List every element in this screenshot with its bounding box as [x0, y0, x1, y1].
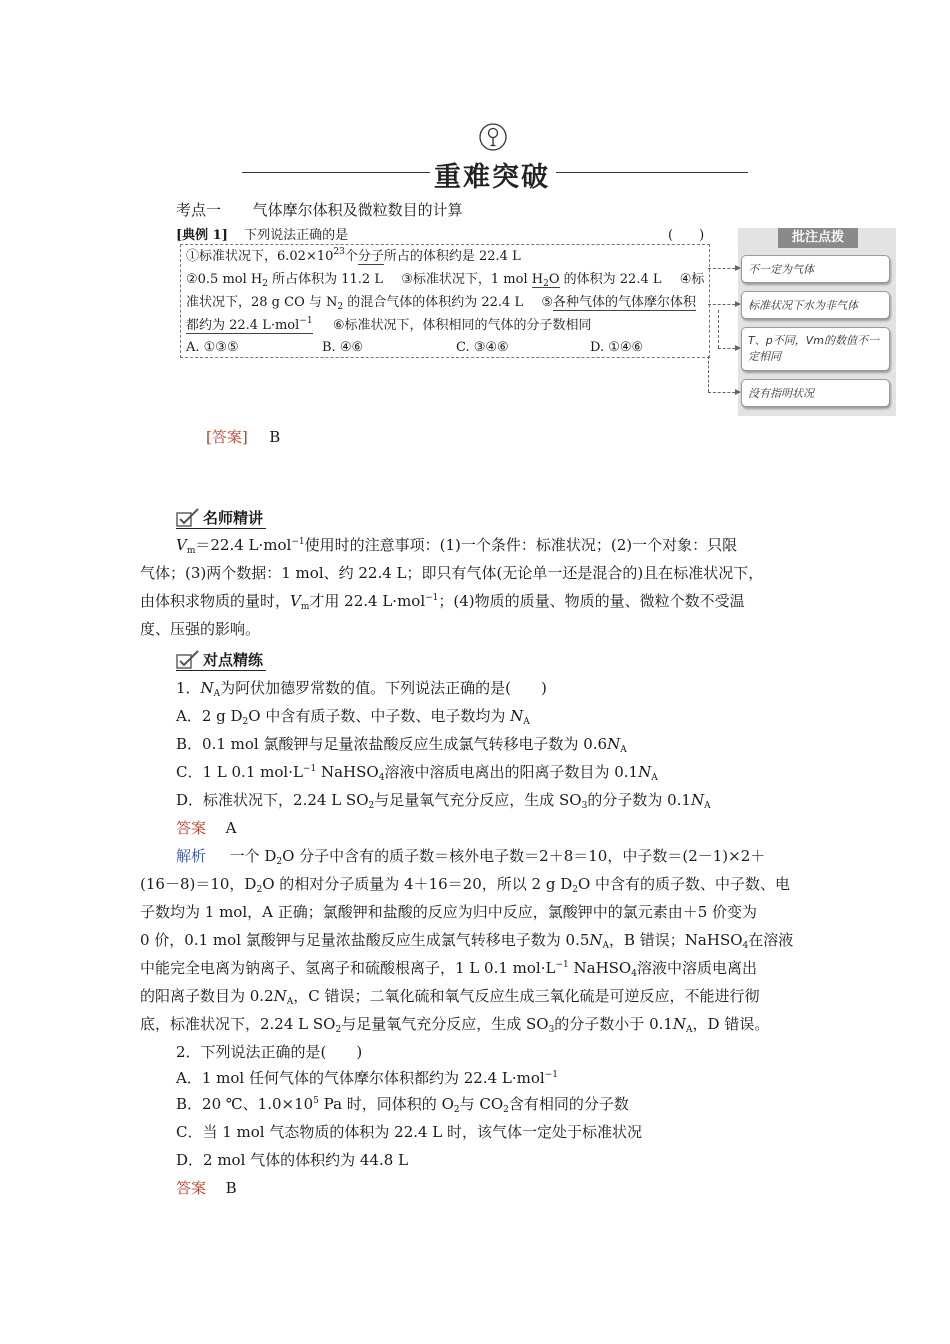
- example-answer: [206, 427, 280, 447]
- q1-analysis-line-7: 底，标准状况下，2.24 L $SO_2$与足量氧气充分反应，生成 $SO_3$的分子数小于 $0.1N_A$，D 错误。: [140, 1015, 770, 1035]
- connector-vertical-4: [708, 356, 709, 392]
- underline-all-gases: 各种气体的气体摩尔体积: [553, 295, 697, 310]
- example-tag-line: [176, 226, 348, 246]
- teacher-heading-rule: [176, 528, 266, 529]
- q1-answer: [176, 818, 236, 838]
- q1-analysis-line-3: 子数均为 1 mol，A 正确；氯酸钾和盐酸的反应为归中反应，氯酸钾中的氯元素由＋5 价变为: [140, 903, 758, 921]
- annotation-note-2: 标准状况下水为非气体: [741, 291, 890, 319]
- topic-label: 考点一: [176, 201, 222, 219]
- underline-molar-volume: 都约为 22.4 L·mol$^{-1}$: [186, 316, 313, 333]
- connector-arrow-4: [708, 392, 740, 393]
- q2-stem: 2．下列说法正确的是( ): [176, 1043, 363, 1061]
- example-answer-value: B: [269, 428, 281, 446]
- example-paren: ( ): [668, 228, 705, 243]
- underline-molecule: 分子: [357, 249, 384, 264]
- option-a: A. ①③⑤: [186, 340, 239, 355]
- q2-answer-label: 答案: [176, 1179, 207, 1197]
- annotation-panel-title: 批注点拨: [778, 228, 858, 248]
- connector-arrow-2: [708, 304, 740, 305]
- annotation-note-1: 不一定为气体: [741, 255, 890, 283]
- q2-option-c: C．当 1 mol 气态物质的体积为 22.4 L 时，该气体一定处于标准状况: [176, 1123, 643, 1141]
- pen-check-icon: [176, 650, 200, 670]
- statement-4-5: 准状况下，28 g CO 与 $N_2$ 的混合气体的体积约为 22.4 L ⑤各种气体的气体摩尔体积: [186, 295, 697, 312]
- teacher-heading: 名师精讲: [203, 509, 264, 527]
- example-question: 下列说法正确的是: [244, 228, 349, 243]
- example-answer-label: [答案]: [206, 428, 248, 446]
- underline-water: $H_2O$: [531, 272, 560, 289]
- q1-option-d: D．标准状况下，2.24 L $SO_2$与足量氧气充分反应，生成 $SO_3$的分子数为 $0.1N_A$: [176, 791, 711, 811]
- q2-answer-value: B: [225, 1179, 237, 1197]
- header-rule-right: [556, 172, 748, 173]
- connector-arrow-1: [708, 268, 740, 269]
- teacher-line-3: 由体积求物质的量时，$V_m$才用 22.4 L·mol$^{-1}$；(4)物质的质量、物质的量、微粒个数不受温: [140, 592, 745, 612]
- option-b: B. ④⑥: [322, 340, 364, 355]
- q1-stem: 1．$N_A$为阿伏加德罗常数的值。下列说法正确的是( ): [176, 679, 547, 699]
- header-rule-left: [242, 172, 430, 173]
- q1-answer-label: 答案: [176, 819, 207, 837]
- q1-option-a: A．2 g $D_2O$ 中含有质子数、中子数、电子数均为 $N_A$: [176, 707, 530, 727]
- example-options: [186, 338, 643, 358]
- connector-arrow-3: [718, 348, 740, 349]
- q1-analysis-line-1: 解析 一个 $D_2O$ 分子中含有的质子数＝核外电子数＝2＋8＝10，中子数＝(2－1)×2＋: [176, 847, 766, 867]
- statement-5-6: 都约为 22.4 L·mol$^{-1}$ ⑥标准状况下，体积相同的气体的分子数相同: [186, 316, 592, 333]
- q1-analysis-label: 解析: [176, 847, 207, 865]
- lightbulb-icon: [478, 122, 508, 152]
- teacher-line-4: 度、压强的影响。: [140, 620, 261, 638]
- q2-option-a: A．1 mol 任何气体的气体摩尔体积都约为 22.4 L·mol$^{-1}$: [176, 1069, 558, 1087]
- q1-answer-value: A: [225, 819, 237, 837]
- statement-1: ①标准状况下，$6.02\times 10^{23}$个分子所占的体积约是 22.4 L: [186, 247, 521, 264]
- statement-2-3-4: ②0.5 mol $H_2$ 所占体积为 11.2 L ③标准状况下，1 mol $H_2O$ 的体积为 22.4 L ④标: [186, 272, 705, 289]
- q1-analysis-line-5: 中能完全电离为钠离子、氢离子和硫酸根离子，1 L 0.1 $mol\cdot L^{-1}$ NaHSO$_4$溶液中溶质电离出: [140, 959, 757, 979]
- teacher-line-2: 气体；(3)两个数据：1 mol、约 22.4 L；即只有气体(无论单一还是混合的)且在标准状况下，: [140, 564, 764, 582]
- pen-check-icon: [176, 508, 200, 528]
- topic-title: 气体摩尔体积及微粒数目的计算: [252, 201, 463, 219]
- q1-option-b: B．0.1 mol 氯酸钾与足量浓盐酸反应生成氯气转移电子数为 $0.6N_A$: [176, 735, 627, 755]
- teacher-line-1: $V_m=22.4$ L·mol$^{-1}$使用时的注意事项：(1)一个条件：标准状况；(2)一个对象：只限: [176, 536, 738, 556]
- option-c: C. ③④⑥: [456, 340, 509, 355]
- q1-analysis-line-4: 0 价，0.1 mol 氯酸钾与足量浓盐酸反应生成氯气转移电子数为 $0.5N_A$，B 错误；NaHSO$_4$在溶液: [140, 931, 794, 951]
- q1-option-c: C．1 L 0.1 $mol\cdot L^{-1}$ NaHSO$_4$溶液中溶质电离出的阳离子数目为 $0.1N_A$: [176, 763, 658, 783]
- q1-analysis-line-6: 的阳离子数目为 $0.2N_A$，C 错误；二氧化硫和氧气反应生成三氧化硫是可逆反应，不能进行彻: [140, 987, 760, 1007]
- option-d: D. ①④⑥: [590, 340, 644, 355]
- annotation-note-3: T、p不同，Vm的数值不一定相同: [741, 327, 890, 371]
- q1-analysis-line-2: (16－8)＝10，$D_2O$ 的相对分子质量为 4＋16＝20，所以 2 g $D_2O$ 中含有的质子数、中子数、电: [140, 875, 791, 895]
- q2-option-d: D．2 mol 气体的体积约为 44.8 L: [176, 1151, 409, 1169]
- section-title: 重难突破: [434, 162, 550, 193]
- topic-heading: [176, 200, 463, 220]
- connector-vertical-3: [718, 310, 719, 348]
- practice-heading-rule: [176, 670, 266, 671]
- q2-option-b: B．20 ℃、$1.0\times 10^5$ Pa 时，同体积的 $O_2$与 $CO_2$含有相同的分子数: [176, 1095, 629, 1115]
- q2-answer: [176, 1178, 237, 1198]
- annotation-note-4: 没有指明状况: [741, 379, 890, 407]
- example-tag: [典例 1]: [176, 228, 228, 243]
- practice-heading: 对点精练: [203, 651, 264, 669]
